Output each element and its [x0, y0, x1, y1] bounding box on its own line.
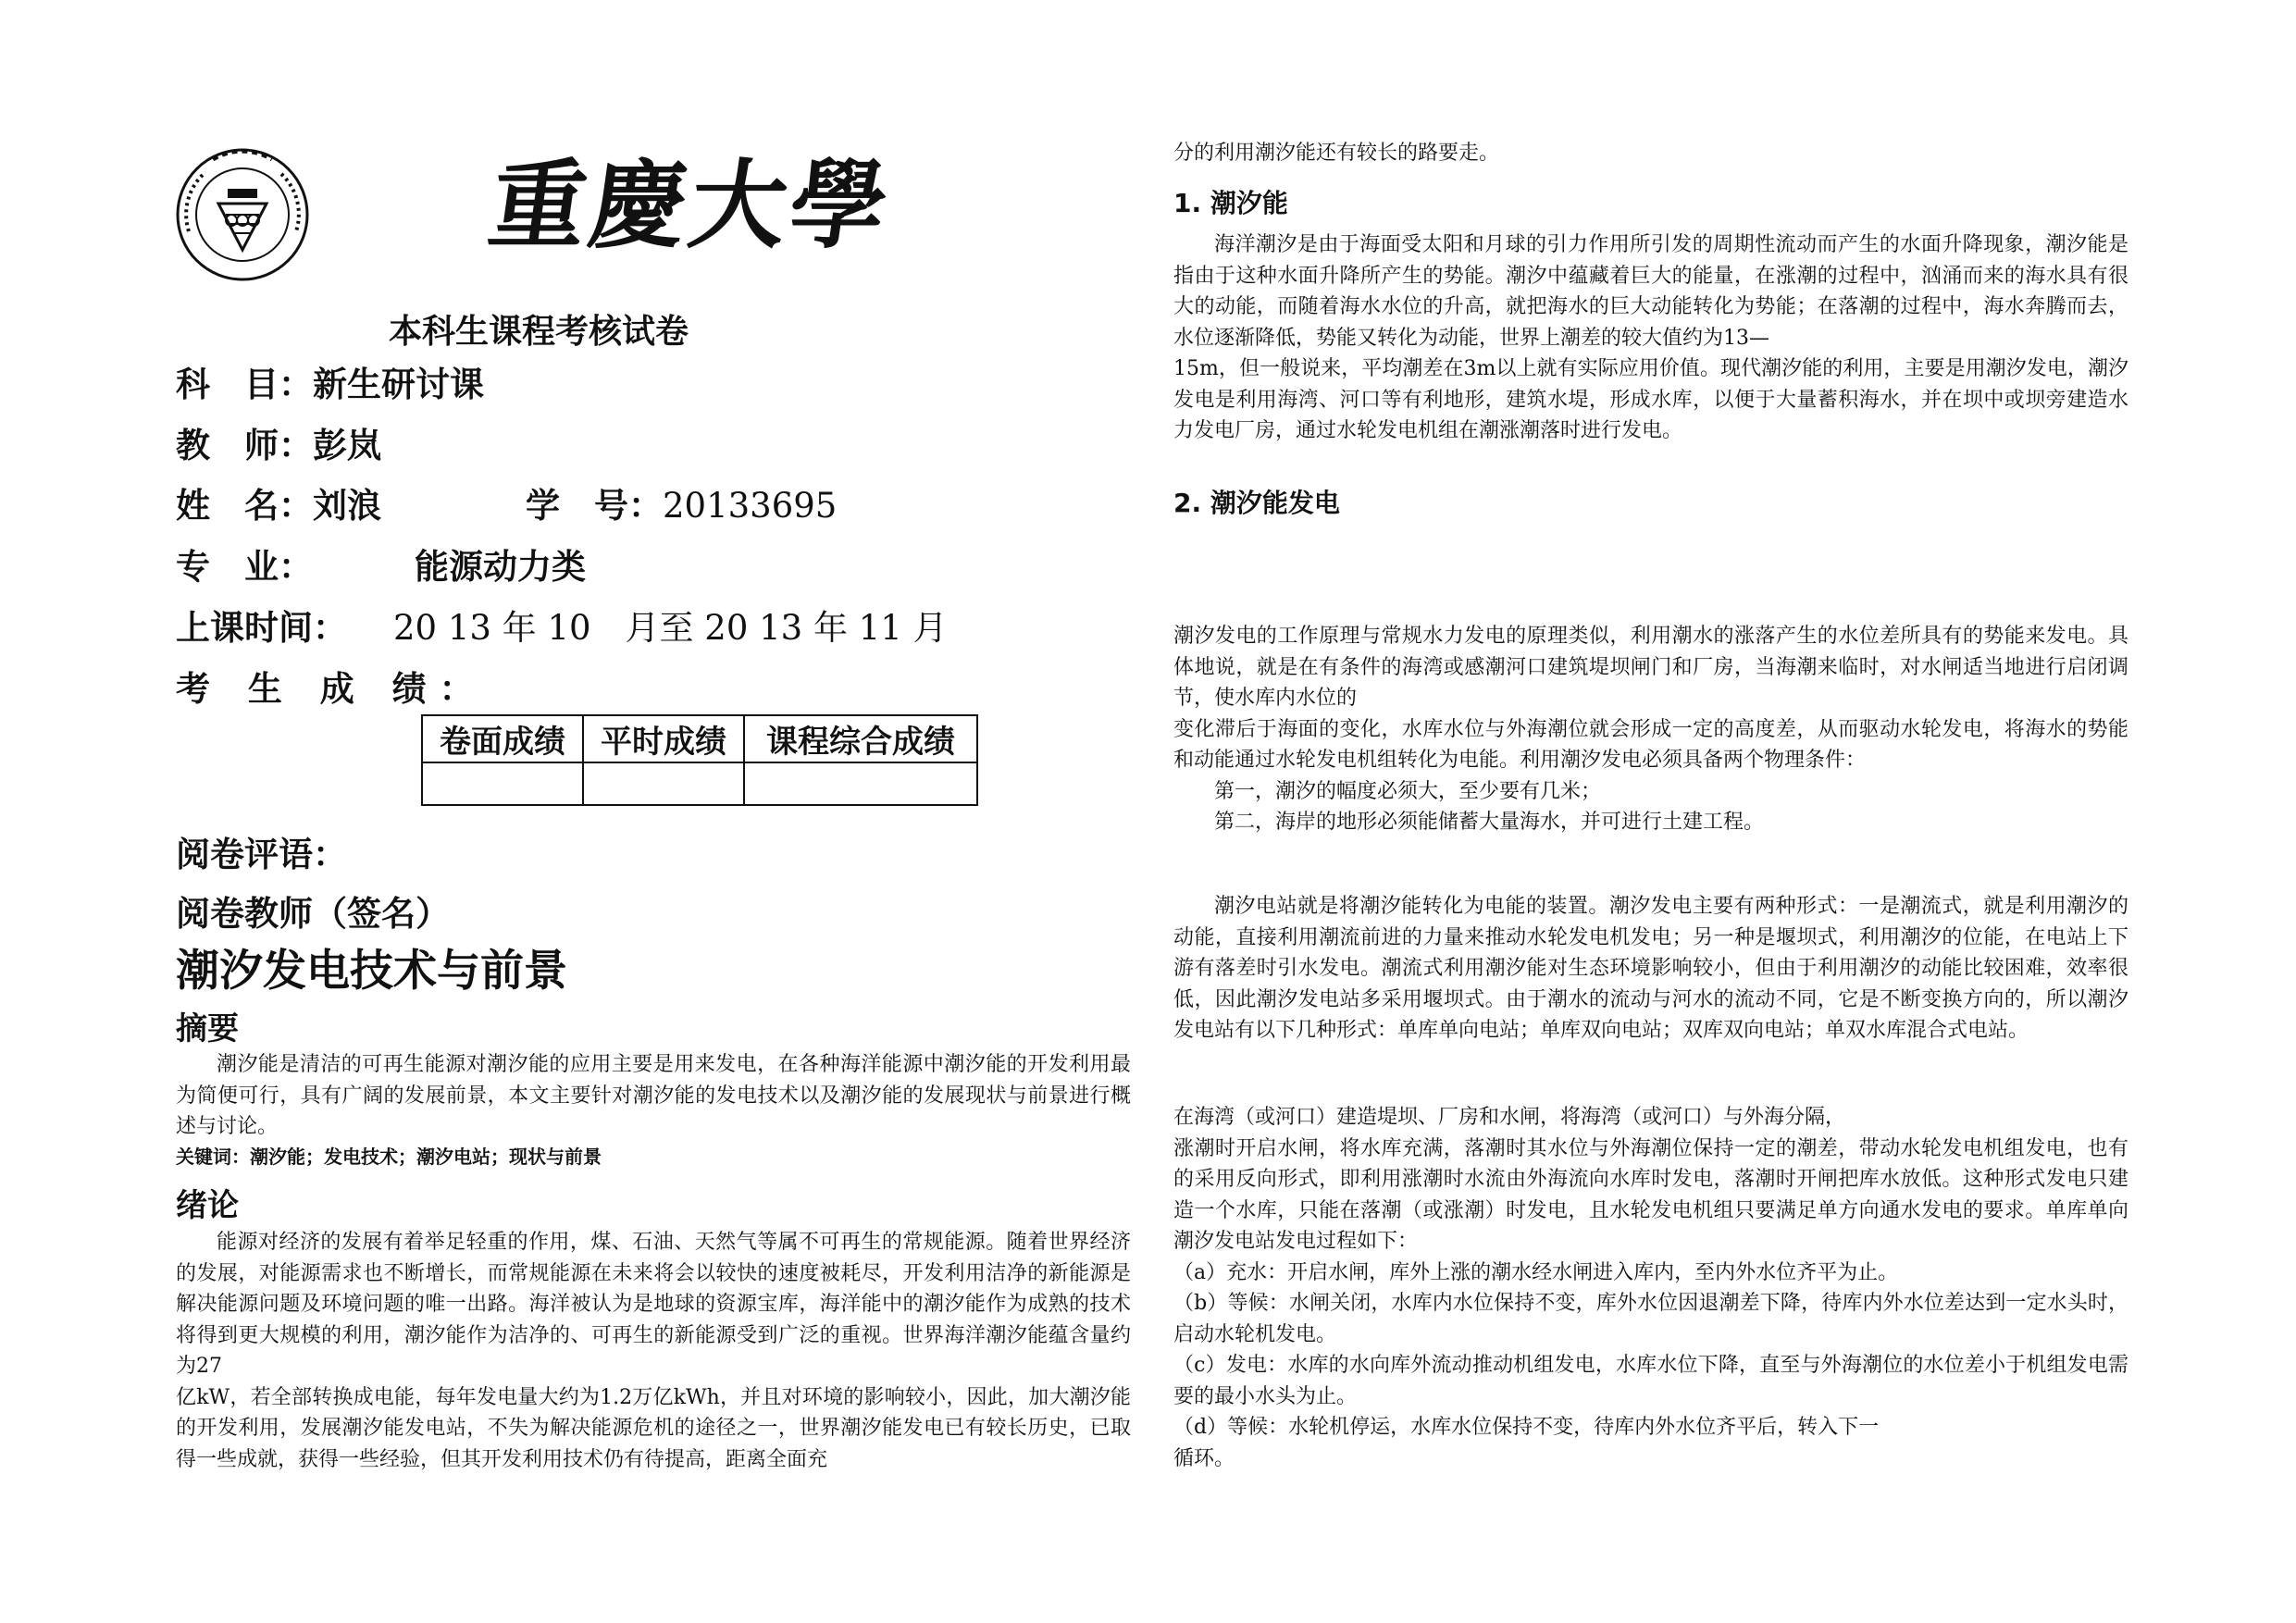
single-basin-step-d: （d）等候：水轮机停运，水库水位保持不变，待库内外水位齐平后，转入下一 [1173, 1416, 1880, 1439]
single-basin-step-b: （b）等候：水闸关闭，水库内水位保持不变，库外水位因退潮差下降，待库内外水位差达到一定水头时，启动水轮机发电。 [1173, 1292, 2128, 1346]
name-label: 姓 名： [176, 485, 313, 526]
exam-title: 本科生课程考核试卷 [389, 312, 689, 351]
single-basin-paragraph-b: 涨潮时开启水闸，将水库充满，落潮时其水位与外海潮位保持一定的潮差，带动水轮发电机组发电，也有的采用反向形式，即利用涨潮时水流由外海流向水库时发电，落潮时开闸把库水放低。这种形式发电只建造一个水库，只能在落潮（或涨潮）时发电，且水轮发电机组只要满足单方向通水发电的要求。单库单向潮汐发电站发电过程如下： [1173, 1136, 2128, 1253]
single-basin-step-c: （c）发电：水库的水向库外流动推动机组发电，水库水位下降，直至与外海潮位的水位差小于机组发电需要的最小水头为止。 [1173, 1354, 2128, 1408]
subject-label: 科 目： [176, 364, 313, 404]
subject-value: 新生研讨课 [313, 364, 484, 404]
score-cell-regular[interactable] [583, 762, 744, 805]
single-basin-step-end: 循环。 [1173, 1446, 1235, 1470]
teacher-value: 彭岚 [313, 425, 381, 465]
single-basin-step-a: （a）充水：开启水闸，库外上涨的潮水经水闸进入库内，至内外水位齐平为止。 [1173, 1260, 1899, 1284]
tidal-station-paragraph: 潮汐电站就是将潮汐能转化为电能的装置。潮汐发电主要有两种形式：一是潮流式，就是利用潮汐的动能，直接利用潮流前进的力量来推动水轮发电机发电；另一种是堰坝式，利用潮汐的位能，在电站上下游有落差时引水发电。潮流式利用潮汐能对生态环境影响较小，但由于利用潮汐的动能比较困难，效率很低，因此潮汐发电站多采用堰坝式。由于潮水的流动与河水的流动不同，它是不断变换方向的，所以潮汐发电站有以下几种形式：单库单向电站；单库双向电站；双库双向电站；单双水库混合式电站。 [1173, 895, 2128, 1042]
university-seal-icon [176, 148, 309, 281]
review-teacher-label: 阅卷教师（签名） [176, 893, 450, 934]
score-table [421, 714, 978, 806]
abstract-body [176, 1049, 1131, 1143]
score-cell-total[interactable] [744, 762, 977, 805]
intro-body [176, 1227, 1131, 1475]
tidal-station-body [1173, 891, 2128, 1047]
paper-title: 潮汐发电技术与前景 [176, 946, 567, 997]
student-id-label: 学 号： [526, 485, 663, 526]
class-time-value: 20 13 年 10 月至 20 13 年 11 月 [393, 608, 948, 648]
section-1-heading: 1. 潮汐能 [1173, 188, 1288, 218]
major-label: 专 业： [176, 546, 313, 587]
review-comment-label: 阅卷评语： [176, 834, 347, 874]
name-value: 刘浪 [313, 485, 381, 526]
teacher-row [176, 425, 381, 465]
section-1-paragraph-b: 15m，但一般说来，平均潮差在3m以上就有实际应用价值。现代潮汐能的利用，主要是用潮汐发电，潮汐发电是利用海湾、河口等有利地形，建筑水堤，形成水库，以便于大量蓄积海水，并在坝中或坝旁建造水力发电厂房，通过水轮发电机组在潮涨潮落时进行发电。 [1173, 357, 2128, 442]
class-time-label: 上课时间： [176, 607, 347, 648]
section-2-heading: 2. 潮汐能发电 [1173, 488, 1340, 518]
section-1-paragraph-a: 海洋潮汐是由于海面受太阳和月球的引力作用所引发的周期性流动而产生的水面升降现象，潮汐能是指由于这种水面升降所产生的势能。潮汐中蕴藏着巨大的能量，在涨潮的过程中，汹涌而来的海水具有很大的动能，而随着海水水位的升高，就把海水的巨大动能转化为势能；在落潮的过程中，海水奔腾而去，水位逐渐降低，势能又转化为动能，世界上潮差的较大值约为13— [1173, 233, 2128, 350]
single-basin-body [1173, 1102, 2128, 1474]
keywords: 关键词：潮汐能；发电技术；潮汐电站；现状与前景 [176, 1146, 602, 1168]
major-row [176, 546, 586, 587]
major-value: 能源动力类 [415, 546, 586, 587]
section-2-paragraph-b: 变化滞后于海面的变化，水库水位与外海潮位就会形成一定的高度差，从而驱动水轮发电，将海水的势能和动能通过水轮发电机组转化为电能。利用潮汐发电必须具备两个物理条件： [1173, 717, 2128, 772]
subject-row [176, 364, 484, 404]
section-2-body [1173, 621, 2128, 838]
score-header-exam: 卷面成绩 [422, 715, 583, 762]
teacher-label: 教 师： [176, 425, 313, 465]
single-basin-paragraph-a: 在海湾（或河口）建造堤坝、厂房和水闸，将海湾（或河口）与外海分隔， [1173, 1106, 1846, 1129]
section-2-condition-1: 第一，潮汐的幅度必须大，至少要有几米； [1214, 779, 1602, 803]
section-2-paragraph-a: 潮汐发电的工作原理与常规水力发电的原理类似，利用潮水的涨落产生的水位差所具有的势能来发电。具体地说，就是在有条件的海湾或感潮河口建筑堤坝闸门和厂房，当海潮来临时，对水闸适当地进行启闭调节，使水库内水位的 [1173, 625, 2128, 710]
right-top-line: 分的利用潮汐能还有较长的路要走。 [1173, 142, 1500, 165]
score-header-regular: 平时成绩 [583, 715, 744, 762]
abstract-heading: 摘要 [176, 1010, 239, 1047]
name-row [176, 485, 838, 526]
score-cell-exam[interactable] [422, 762, 583, 805]
section-2-condition-2: 第二，海岸的地形必须能储蓄大量海水，并可进行土建工程。 [1214, 811, 1765, 834]
abstract-paragraph: 潮汐能是清洁的可再生能源对潮汐能的应用主要是用来发电，在各种海洋能源中潮汐能的开发利用最为简便可行，具有广阔的发展前景，本文主要针对潮汐能的发电技术以及潮汐能的发展现状与前景进行概述与讨论。 [176, 1053, 1131, 1138]
score-header-total: 课程综合成绩 [744, 715, 977, 762]
student-id-value: 20133695 [663, 486, 838, 526]
intro-paragraph-2: 亿kW，若全部转换成电能，每年发电量大约为1.2万亿kWh，并且对环境的影响较小，因此，加大潮汐能的开发利用，发展潮汐能发电站，不失为解决能源危机的途径之一，世界潮汐能发电已有较长历史，已取得一些成就，获得一些经验，但其开发利用技术仍有待提高，距离全面充 [176, 1385, 1131, 1471]
class-time-row [176, 607, 948, 648]
intro-heading: 绪论 [176, 1187, 239, 1224]
section-1-body [1173, 229, 2128, 447]
university-logo-text: 重慶大學 [482, 148, 899, 262]
intro-paragraph-1: 能源对经济的发展有着举足轻重的作用，煤、石油、天然气等属不可再生的常规能源。随着世界经济的发展，对能源需求也不断增长，而常规能源在未来将会以较快的速度被耗尽，开发利用洁净的新能源是解决能源问题及环境问题的唯一出路。海洋被认为是地球的资源宝库，海洋能中的潮汐能作为成熟的技术将得到更大规模的利用，潮汐能作为洁净的、可再生的新能源受到广泛的重视。世界海洋潮汐能蕴含量约为27 [176, 1231, 1131, 1378]
score-label: 考 生 成 绩： [176, 668, 487, 709]
